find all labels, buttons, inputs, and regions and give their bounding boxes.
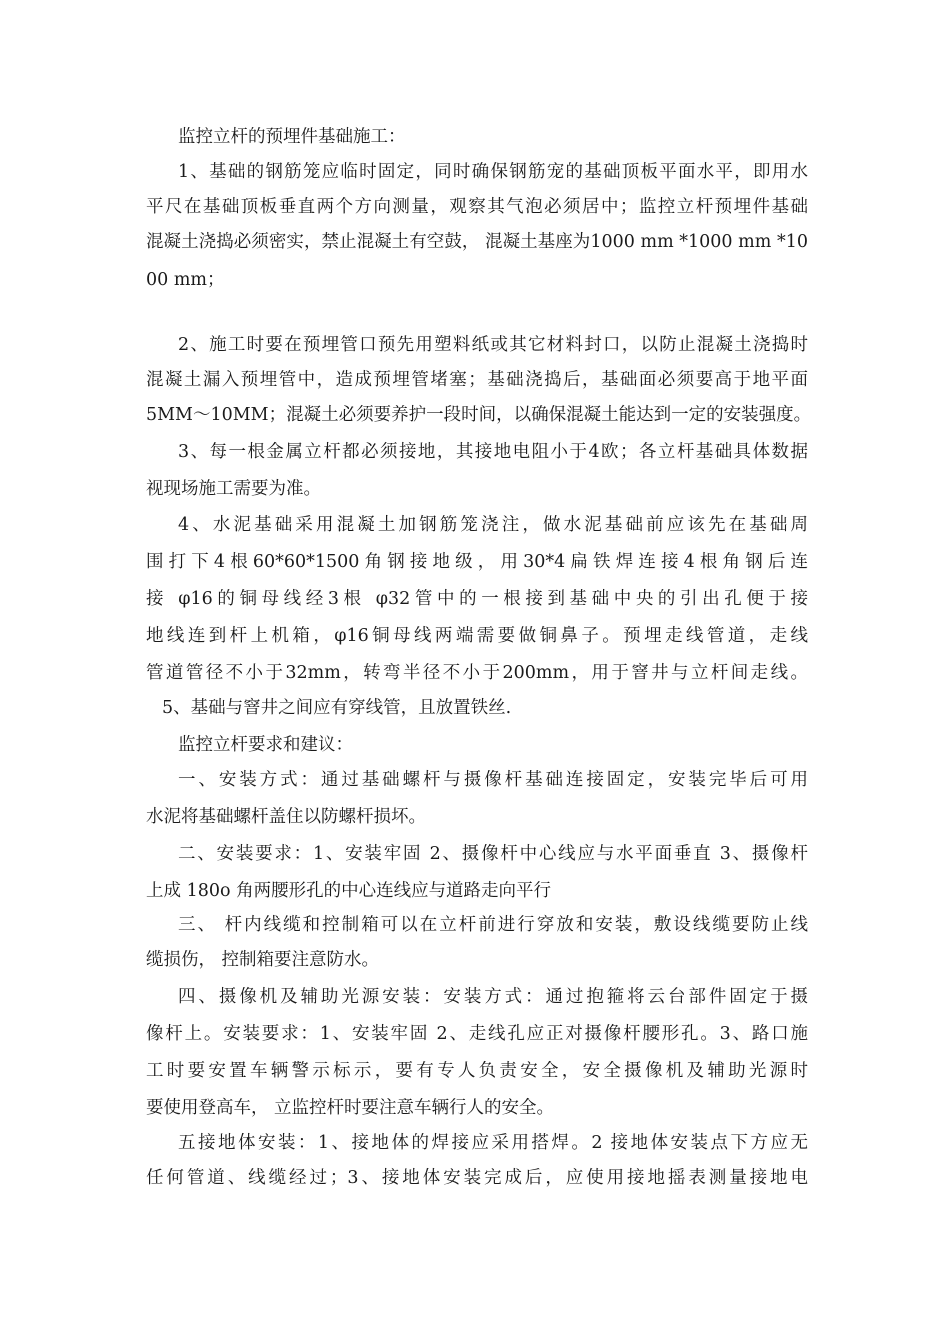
paragraph-line: 地线连到杆上机箱，φ16铜母线两端需要做铜鼻子。预埋走线管道，走线 [146, 626, 808, 646]
paragraph-line: 00 mm； [146, 270, 225, 290]
paragraph-line: 5、基础与窨井之间应有穿线管，且放置铁丝. [162, 698, 512, 718]
paragraph-line: 1、基础的钢筋笼应临时固定，同时确保钢筋宠的基础顶板平面水平，即用水 [178, 162, 808, 182]
paragraph-line: 水泥将基础螺杆盖住以防螺杆损坏。 [146, 807, 426, 827]
paragraph-line: 5MM～10MM；混凝土必须要养护一段时间，以确保混凝土能达到一定的安装强度。 [146, 405, 812, 425]
paragraph-line: 要使用登高车， 立监控杆时要注意车辆行人的安全。 [146, 1098, 555, 1118]
paragraph-line: 2、施工时要在预埋管口预先用塑料纸或其它材料封口，以防止混凝土浇捣时 [178, 335, 808, 355]
paragraph-line: 三、 杆内线缆和控制箱可以在立杆前进行穿放和安装，敷设线缆要防止线 [178, 915, 808, 935]
section-heading-requirements: 监控立杆要求和建议： [178, 735, 353, 755]
paragraph-line: 上成 180o 角两腰形孔的中心连线应与道路走向平行 [146, 881, 552, 901]
paragraph-line: 管道管径不小于32mm，转弯半径不小于200mm，用于窨井与立杆间走线。 [146, 663, 808, 683]
paragraph-line: 3、每一根金属立杆都必须接地，其接地电阻小于4欧；各立杆基础具体数据 [178, 442, 808, 462]
paragraph-line: 混凝土浇捣必须密实，禁止混凝土有空鼓， 混凝土基座为1000 mm *1000 mm *10 [146, 232, 808, 252]
paragraph-line: 一、安装方式：通过基础螺杆与摄像杆基础连接固定，安装完毕后可用 [178, 770, 808, 790]
paragraph-line: 四、摄像机及辅助光源安装：安装方式：通过抱箍将云台部件固定于摄 [178, 987, 808, 1007]
section-heading-foundation: 监控立杆的预埋件基础施工： [178, 127, 406, 147]
paragraph-line: 混凝土漏入预埋管中，造成预埋管堵塞；基础浇捣后，基础面必须要高于地平面 [146, 370, 808, 390]
paragraph-line: 任何管道、线缆经过；3、接地体安装完成后，应使用接地摇表测量接地电 [146, 1168, 808, 1188]
paragraph-line: 接 φ16的铜母线经3根 φ32管中的一根接到基础中央的引出孔便于接 [146, 589, 808, 609]
paragraph-line: 二、安装要求：1、安装牢固 2、摄像杆中心线应与水平面垂直 3、摄像杆 [178, 844, 808, 864]
paragraph-line: 围打下4根60*60*1500角钢接地级，用30*4扁铁焊连接4根角钢后连 [146, 552, 808, 572]
paragraph-line: 像杆上。安装要求：1、安装牢固 2、走线孔应正对摄像杆腰形孔。3、路口施 [146, 1024, 808, 1044]
paragraph-line: 缆损伤， 控制箱要注意防水。 [146, 950, 380, 970]
paragraph-line: 4、水泥基础采用混凝土加钢筋笼浇注，做水泥基础前应该先在基础周 [178, 515, 808, 535]
paragraph-line: 视现场施工需要为准。 [146, 479, 321, 499]
paragraph-line: 平尺在基础顶板垂直两个方向测量，观察其气泡必须居中；监控立杆预埋件基础 [146, 197, 808, 217]
paragraph-line: 工时要安置车辆警示标示，要有专人负责安全，安全摄像机及辅助光源时 [146, 1061, 808, 1081]
paragraph-line: 五接地体安装：1、接地体的焊接应采用搭焊。2 接地体安装点下方应无 [178, 1133, 808, 1153]
